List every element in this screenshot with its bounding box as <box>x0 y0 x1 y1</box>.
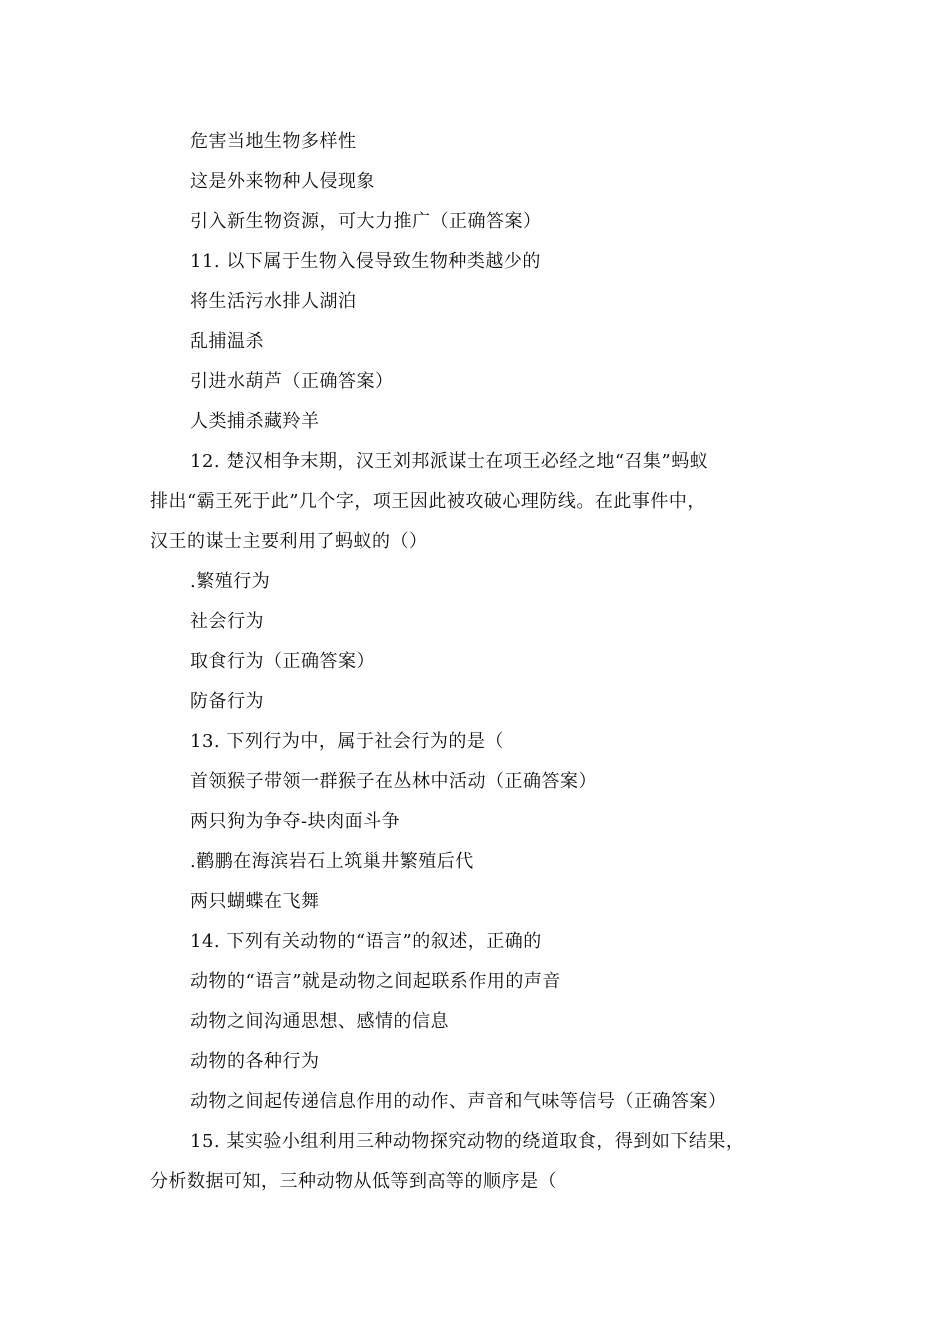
option-line: 首领猴子带领一群猴子在丛林中活动（正确答案） <box>190 771 597 792</box>
option-line: 引进水葫芦（正确答案） <box>190 371 394 392</box>
question-15-continued: 分析数据可知，三种动物从低等到高等的顺序是（ <box>150 1171 557 1192</box>
option-line: 社会行为 <box>190 611 264 632</box>
option-line: .鹳鹏在海滨岩石上筑巢井繁殖后代 <box>190 851 474 872</box>
option-line: 动物之间沟通思想、感情的信息 <box>190 1011 449 1032</box>
option-line: 乱捕温杀 <box>190 331 264 352</box>
option-line: 将生活污水排人湖泊 <box>190 291 357 312</box>
document-body <box>150 122 790 1202</box>
option-line: 两只蝴蝶在飞舞 <box>190 891 320 912</box>
option-line: 防备行为 <box>190 691 264 712</box>
option-line: 人类捕杀藏羚羊 <box>190 411 320 432</box>
option-line: 这是外来物种人侵现象 <box>190 171 375 192</box>
option-line: 危害当地生物多样性 <box>190 131 357 152</box>
question-12-continued: 排出“霸王死于此”几个字，项王因此被攻破心理防线。在此事件中， <box>150 491 706 512</box>
question-11: 11. 以下属于生物入侵导致生物种类越少的 <box>190 251 541 272</box>
option-line: 动物的各种行为 <box>190 1051 320 1072</box>
option-line: 两只狗为争夺-块肉面斗争 <box>190 811 401 832</box>
option-line: .繁殖行为 <box>190 571 271 592</box>
question-12-continued: 汉王的谋士主要利用了蚂蚁的（） <box>150 531 428 552</box>
option-line: 动物之间起传递信息作用的动作、声音和气味等信号（正确答案） <box>190 1091 727 1112</box>
option-line: 引入新生物资源，可大力推广（正确答案） <box>190 211 542 232</box>
question-15: 15. 某实验小组利用三种动物探究动物的绕道取食，得到如下结果， <box>190 1131 745 1152</box>
question-14: 14. 下列有关动物的“语言”的叙述，正确的 <box>190 931 542 952</box>
question-13: 13. 下列行为中，属于社会行为的是（ <box>190 731 504 752</box>
option-line: 取食行为（正确答案） <box>190 651 375 672</box>
option-line: 动物的“语言”就是动物之间起联系作用的声音 <box>190 971 561 992</box>
question-12: 12. 楚汉相争末期，汉王刘邦派谋士在项王必经之地“召集”蚂蚁 <box>190 451 709 472</box>
